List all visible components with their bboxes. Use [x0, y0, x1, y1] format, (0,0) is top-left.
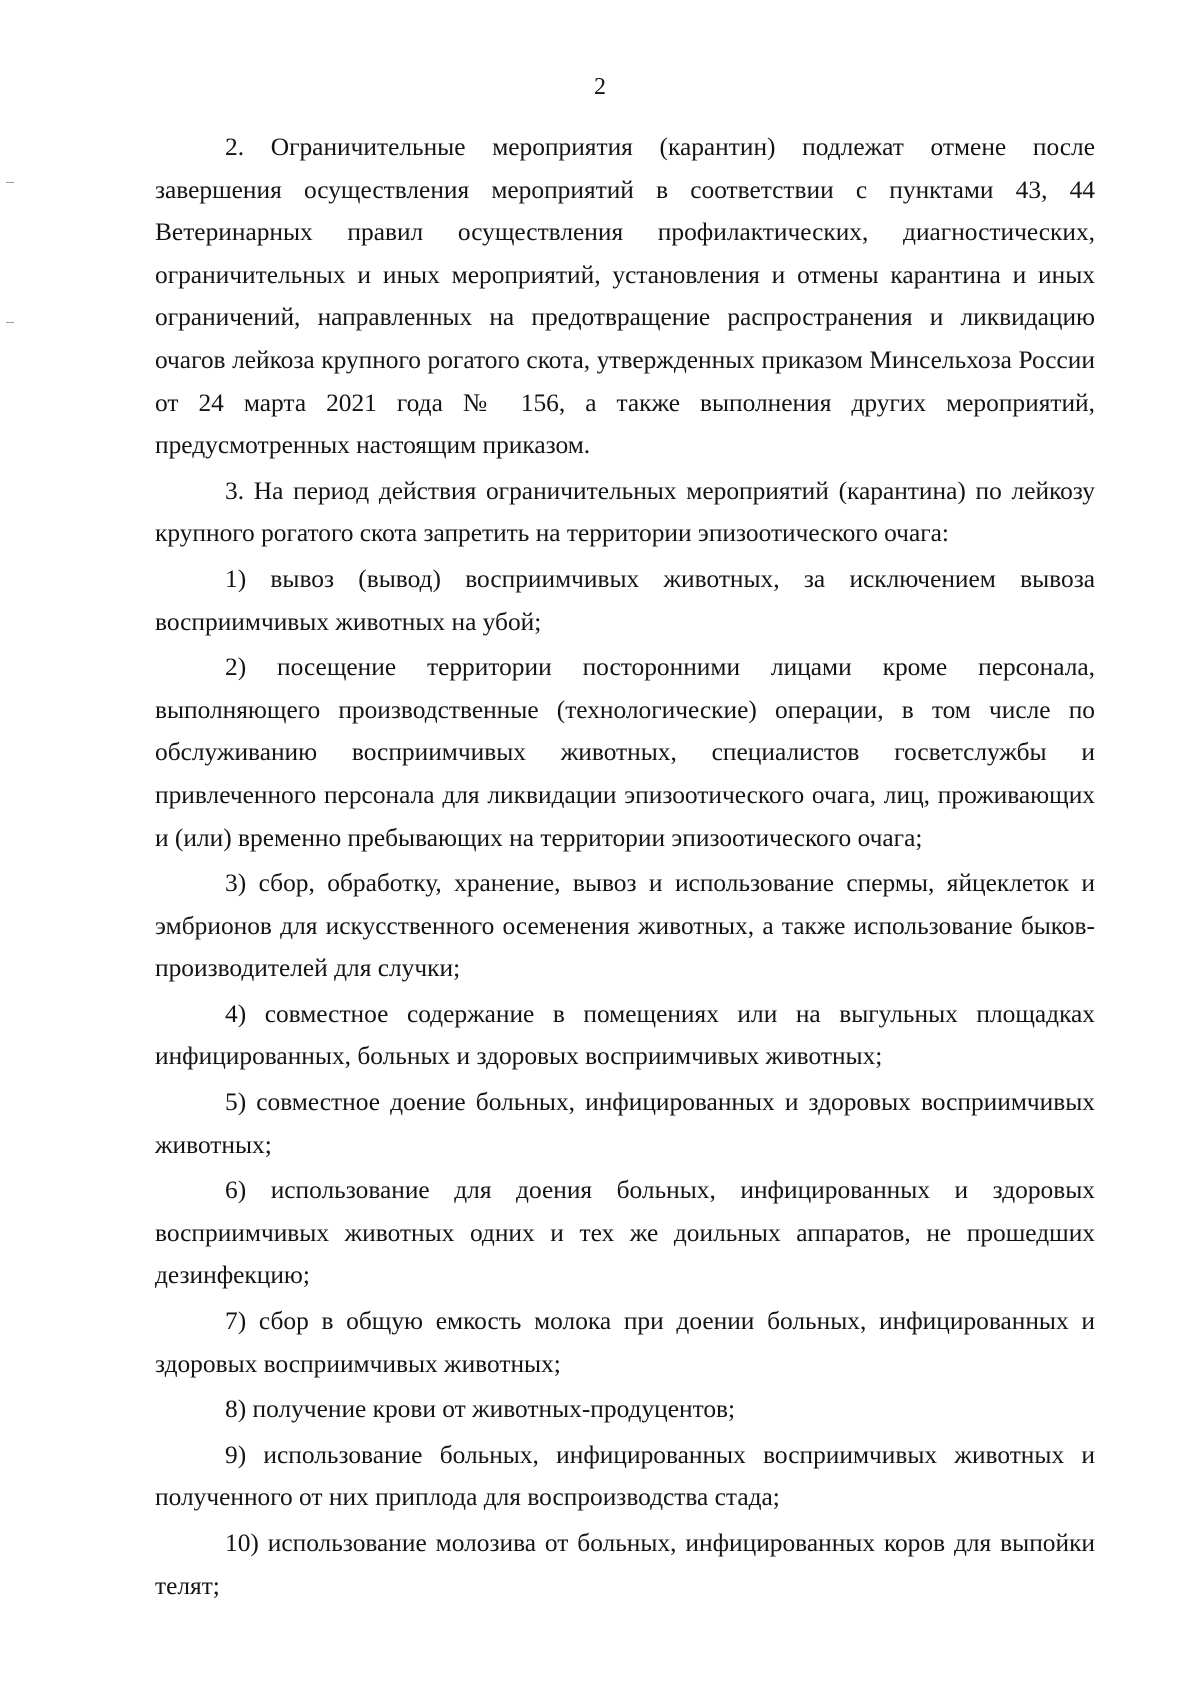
scan-margin-mark	[6, 182, 14, 183]
list-item-8: 8) получение крови от животных-продуцентов;	[225, 1395, 736, 1424]
list-item-9: 9) использование больных, инфицированных восприимчивых животных и полученного от них приплода для воспроизводства стада;	[155, 1440, 1095, 1512]
list-item-3: 3) сбор, обработку, хранение, вывоз и использование спермы, яйцеклеток и эмбрионов для искусственного осеменения животных, а также использование быков-производителей для случки;	[155, 869, 1095, 983]
list-item-7: 7) сбор в общую емкость молока при доении больных, инфицированных и здоровых восприимчивых животных;	[155, 1307, 1095, 1378]
list-item-5: 5) совместное доение больных, инфицированных и здоровых восприимчивых животных;	[155, 1088, 1095, 1159]
list-item-6: 6) использование для доения больных, инфицированных и здоровых восприимчивых животных одних и тех же доильных аппаратов, не прошедших дезинфекцию;	[155, 1176, 1095, 1290]
paragraph-item-3: 3. На период действия ограничительных мероприятий (карантина) по лейкозу крупного рогатого скота запретить на территории эпизоотического очага:	[155, 476, 1095, 548]
list-item-10: 10) использование молозива от больных, инфицированных коров для выпойки телят;	[155, 1529, 1095, 1600]
list-item-2: 2) посещение территории посторонними лицами кроме персонала, выполняющего производственные (технологические) операции, в том числе по обслуживанию восприимчивых животных, специалистов госветслужбы и привлеченного персонала для ликвидации эпизоотического очага, лиц, проживающих и (или) временно пребывающих на территории эпизоотического очага;	[155, 653, 1095, 852]
page-number: 2	[594, 74, 606, 100]
list-item-4: 4) совместное содержание в помещениях или на выгульных площадках инфицированных, больных и здоровых восприимчивых животных;	[155, 999, 1095, 1071]
paragraph-item-2: 2. Ограничительные мероприятия (карантин) подлежат отмене после завершения осуществления мероприятий в соответствии с пунктами 43, 44 Ветеринарных правил осуществления профилактических, диагностических, ограничительных и иных мероприятий, установления и отмены карантина и иных ограничений, направленных на предотвращение распространения и ликвидацию очагов лейкоза крупного рогатого скота, утвержденных приказом Минсельхоза России от 24 марта 2021 года № 156, а также выполнения других мероприятий, предусмотренных настоящим приказом.	[155, 133, 1095, 460]
list-item-1: 1) вывоз (вывод) восприимчивых животных, за исключением вывоза восприимчивых животных на убой;	[155, 564, 1095, 636]
document-body	[155, 126, 1095, 1607]
scan-margin-mark	[6, 322, 14, 323]
